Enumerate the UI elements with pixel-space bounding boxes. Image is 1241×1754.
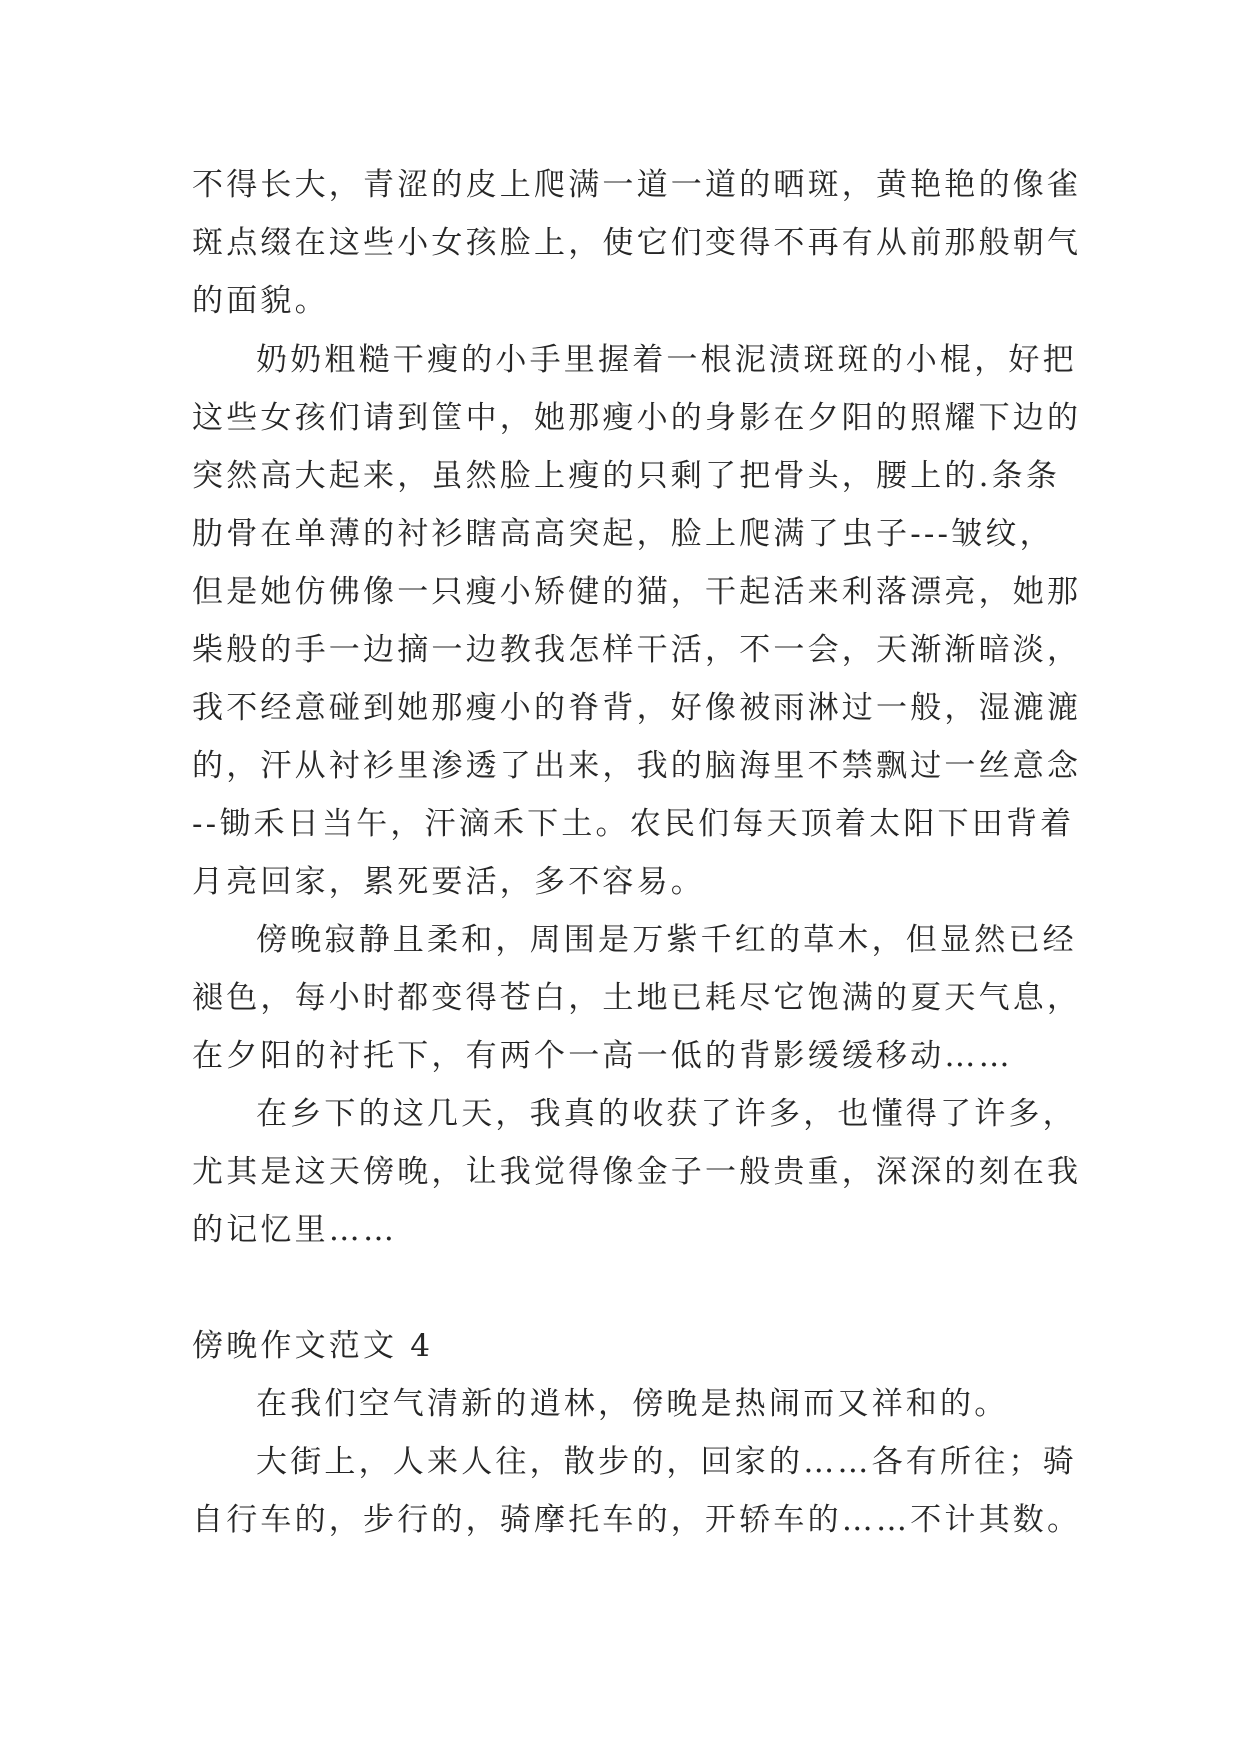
paragraph-line: --锄禾日当午，汗滴禾下土。农民们每天顶着太阳下田背着 [192,806,1075,842]
paragraph-line: 柴般的手一边摘一边教我怎样干活，不一会，天渐渐暗淡， [192,632,1082,668]
paragraph-line: 尤其是这天傍晚，让我觉得像金子一般贵重，深深的刻在我 [192,1154,1082,1190]
paragraph-line: 自行车的，步行的，骑摩托车的，开轿车的……不计其数。 [192,1502,1082,1538]
paragraph-line: 月亮回家，累死要活，多不容易。 [192,864,705,900]
paragraph-line: 但是她仿佛像一只瘦小矫健的猫，干起活来利落漂亮，她那 [192,574,1082,610]
paragraph-line: 的，汗从衬衫里渗透了出来，我的脑海里不禁飘过一丝意念 [192,748,1082,784]
paragraph-line: 突然高大起来，虽然脸上瘦的只剩了把骨头，腰上的.条条 [192,458,1061,494]
paragraph-line: 在我们空气清新的逍林，傍晚是热闹而又祥和的。 [256,1386,1009,1422]
section-title: 傍晚作文范文 4 [192,1328,434,1364]
paragraph-line: 不得长大，青涩的皮上爬满一道一道的晒斑，黄艳艳的像雀 [192,167,1082,203]
paragraph-line: 傍晚寂静且柔和，周围是万紫千红的草木，但显然已经 [256,922,1077,958]
paragraph-line: 的记忆里…… [192,1212,398,1248]
paragraph-line: 斑点缀在这些小女孩脸上，使它们变得不再有从前那般朝气 [192,225,1082,261]
paragraph-line: 在乡下的这几天，我真的收获了许多，也懂得了许多， [256,1096,1077,1132]
paragraph-line: 的面貌。 [192,283,329,319]
paragraph-line: 我不经意碰到她那瘦小的脊背，好像被雨淋过一般，湿漉漉 [192,690,1082,726]
paragraph-line: 这些女孩们请到筐中，她那瘦小的身影在夕阳的照耀下边的 [192,400,1082,436]
paragraph-line: 奶奶粗糙干瘦的小手里握着一根泥渍斑斑的小棍，好把 [256,342,1077,378]
paragraph-line: 肋骨在单薄的衬衫瞎高高突起，脸上爬满了虫子---皱纹， [192,516,1054,552]
paragraph-line: 在夕阳的衬托下，有两个一高一低的背影缓缓移动…… [192,1038,1013,1074]
paragraph-line: 褪色，每小时都变得苍白，土地已耗尽它饱满的夏天气息， [192,980,1082,1016]
paragraph-line: 大街上，人来人往，散步的，回家的……各有所往；骑 [256,1444,1077,1480]
